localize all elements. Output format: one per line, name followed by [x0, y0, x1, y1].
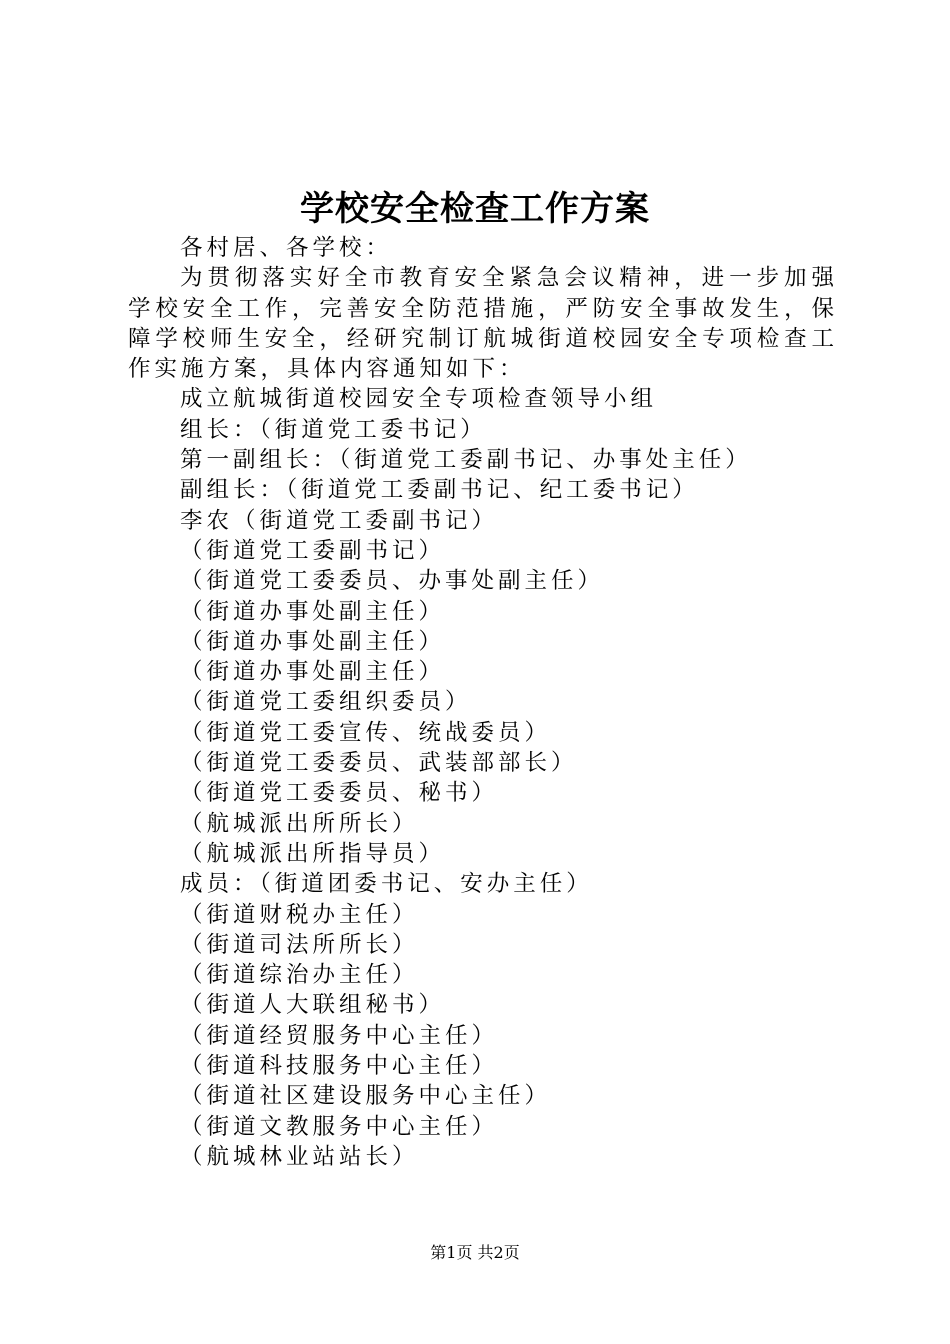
- body-line: （街道科技服务中心主任）: [180, 1053, 499, 1080]
- body-line: （街道司法所所长）: [180, 931, 419, 958]
- body-line: （街道办事处副主任）: [180, 659, 446, 686]
- body-line: （航城派出所指导员）: [180, 840, 446, 867]
- body-line: （街道党工委副书记）: [180, 537, 446, 564]
- body-line: 组长：（街道党工委书记）: [180, 416, 487, 443]
- body-line: （街道办事处副主任）: [180, 598, 446, 625]
- document-title: 学校安全检查工作方案: [300, 189, 650, 229]
- body-line: （街道党工委委员、武装部部长）: [180, 750, 578, 777]
- body-line: 副组长：（街道党工委副书记、纪工委书记）: [180, 477, 699, 504]
- body-line: 成员：（街道团委书记、安办主任）: [180, 871, 593, 898]
- salutation: 各村居、各学校：: [180, 235, 393, 261]
- page-footer: 第1页 共2页: [430, 1243, 520, 1262]
- body-line: （街道党工委组织委员）: [180, 689, 472, 716]
- body-line: （街道综治办主任）: [180, 962, 419, 989]
- body-line: 李农（街道党工委副书记）: [180, 507, 499, 534]
- body-line: （街道财税办主任）: [180, 901, 419, 928]
- body-line: （街道党工委宣传、统战委员）: [180, 719, 552, 746]
- body-line: （街道人大联组秘书）: [180, 992, 446, 1019]
- body-line: （航城派出所所长）: [180, 810, 419, 837]
- body-line: （街道经贸服务中心主任）: [180, 1022, 499, 1049]
- body-line: （街道社区建设服务中心主任）: [180, 1083, 552, 1110]
- body-line: 成立航城街道校园安全专项检查领导小组: [180, 386, 658, 413]
- body-line: （街道办事处副主任）: [180, 628, 446, 655]
- body-line: （街道党工委委员、秘书）: [180, 780, 499, 807]
- body-line: （街道文教服务中心主任）: [180, 1113, 499, 1140]
- body-line: （航城林业站站长）: [180, 1143, 419, 1170]
- body-line: （街道党工委委员、办事处副主任）: [180, 568, 605, 595]
- document-body: [128, 233, 838, 1172]
- intro-paragraph: 为贯彻落实好全市教育安全紧急会议精神，进一步加强学校安全工作，完善安全防范措施，严防安全事故发生，保障学校师生安全，经研究制订航城街道校园安全专项检查工作实施方案，具体内容通知如下：: [128, 265, 838, 383]
- body-line: 第一副组长：（街道党工委副书记、办事处主任）: [180, 447, 752, 474]
